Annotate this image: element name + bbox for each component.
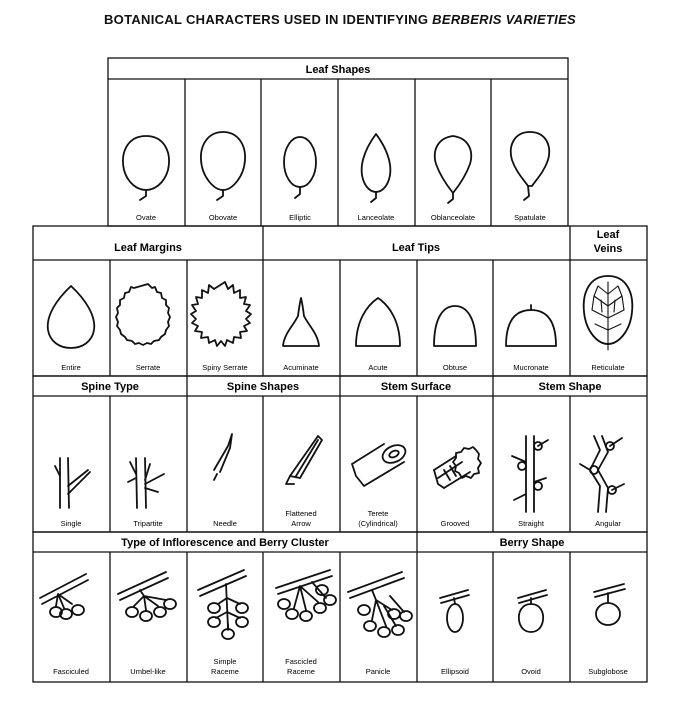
label-terete: Terete (Cylindrical) xyxy=(358,509,398,528)
label-obovate: Obovate xyxy=(208,213,238,222)
header-leaf-tips: Leaf Tips xyxy=(391,242,441,254)
label-obtuse: Obtuse xyxy=(442,363,468,372)
label-serrate: Serrate xyxy=(135,363,161,372)
label-single: Single xyxy=(60,519,82,528)
mucronate-tip-icon xyxy=(506,305,556,346)
obtuse-tip-icon xyxy=(434,306,476,346)
label-fasciculed: Fasciculed xyxy=(53,667,89,676)
spiny-serrate-margin-leaf-icon xyxy=(191,282,251,346)
label-needle: Needle xyxy=(213,519,237,528)
ellipsoid-berry-icon xyxy=(440,590,469,632)
header-stem-surface: Stem Surface xyxy=(380,381,452,393)
ovate-leaf-icon xyxy=(123,136,169,200)
tripartite-spine-icon xyxy=(128,458,164,508)
label-reticulate: Reticulate xyxy=(591,363,625,372)
label-spiny-serrate: Spiny Serrate xyxy=(202,363,248,372)
label-tripartite: Tripartite xyxy=(133,519,163,528)
label-acuminate: Acuminate xyxy=(283,363,319,372)
fascicled-raceme-cluster-icon xyxy=(276,570,336,621)
obovate-leaf-icon xyxy=(201,132,245,200)
lanceolate-leaf-icon xyxy=(362,134,391,202)
label-grooved: Grooved xyxy=(440,519,470,528)
header-leaf-veins-2: Veins xyxy=(593,243,623,255)
acuminate-tip-icon xyxy=(283,298,319,346)
label-ovoid: Ovoid xyxy=(521,667,541,676)
chart-title: BOTANICAL CHARACTERS USED IN IDENTIFYING BERBERIS VARIETIES xyxy=(103,12,577,27)
simple-raceme-cluster-icon xyxy=(198,570,248,639)
header-spine-type: Spine Type xyxy=(81,381,139,393)
label-lanceolate: Lanceolate xyxy=(357,213,395,222)
label-simple-raceme: Simple Raceme xyxy=(211,657,239,676)
needle-spine-icon xyxy=(214,434,232,480)
straight-stem-icon xyxy=(512,436,548,512)
oblanceolate-leaf-icon xyxy=(435,136,471,203)
panicle-cluster-icon xyxy=(348,572,412,637)
header-stem-shape: Stem Shape xyxy=(538,381,602,393)
label-straight: Straight xyxy=(518,519,544,528)
serrate-margin-leaf-icon xyxy=(116,284,170,345)
label-acute: Acute xyxy=(368,363,388,372)
header-spine-shapes: Spine Shapes xyxy=(226,381,300,393)
label-panicle: Panicle xyxy=(365,667,391,676)
flattened-arrow-spine-icon xyxy=(286,436,322,484)
grooved-stem-icon xyxy=(434,447,481,488)
single-spine-icon xyxy=(55,458,90,508)
header-inflorescence: Type of Inflorescence and Berry Cluster xyxy=(121,537,329,549)
reticulate-veins-leaf-icon xyxy=(584,276,633,350)
spatulate-leaf-icon xyxy=(511,132,549,200)
ovoid-berry-icon xyxy=(518,590,547,632)
fasciculed-cluster-icon xyxy=(40,574,88,619)
angular-stem-icon xyxy=(580,436,624,512)
acute-tip-icon xyxy=(356,298,400,346)
label-mucronate: Mucronate xyxy=(513,363,549,372)
header-leaf-shapes: Leaf Shapes xyxy=(305,64,371,76)
subglobose-berry-icon xyxy=(594,584,625,625)
entire-margin-leaf-icon xyxy=(48,286,95,348)
label-spatulate: Spatulate xyxy=(514,213,546,222)
label-angular: Angular xyxy=(595,519,621,528)
label-ellipsoid: Ellipsoid xyxy=(441,667,469,676)
label-umbel-like: Umbel-like xyxy=(130,667,166,676)
label-flattened-arrow: Flattened Arrow xyxy=(285,509,317,528)
label-ovate: Ovate xyxy=(135,213,157,222)
label-entire: Entire xyxy=(61,363,81,372)
umbel-like-cluster-icon xyxy=(118,572,176,621)
terete-stem-icon xyxy=(352,442,408,486)
label-oblanceolate: Oblanceolate xyxy=(430,213,476,222)
label-fascicled-raceme: Fascicled Raceme xyxy=(285,657,317,676)
label-elliptic: Elliptic xyxy=(289,213,311,222)
header-berry-shape: Berry Shape xyxy=(499,537,565,549)
elliptic-leaf-icon xyxy=(284,137,316,198)
header-leaf-veins-1: Leaf xyxy=(596,229,620,241)
label-subglobose: Subglobose xyxy=(588,667,628,676)
header-leaf-margins: Leaf Margins xyxy=(114,242,182,254)
